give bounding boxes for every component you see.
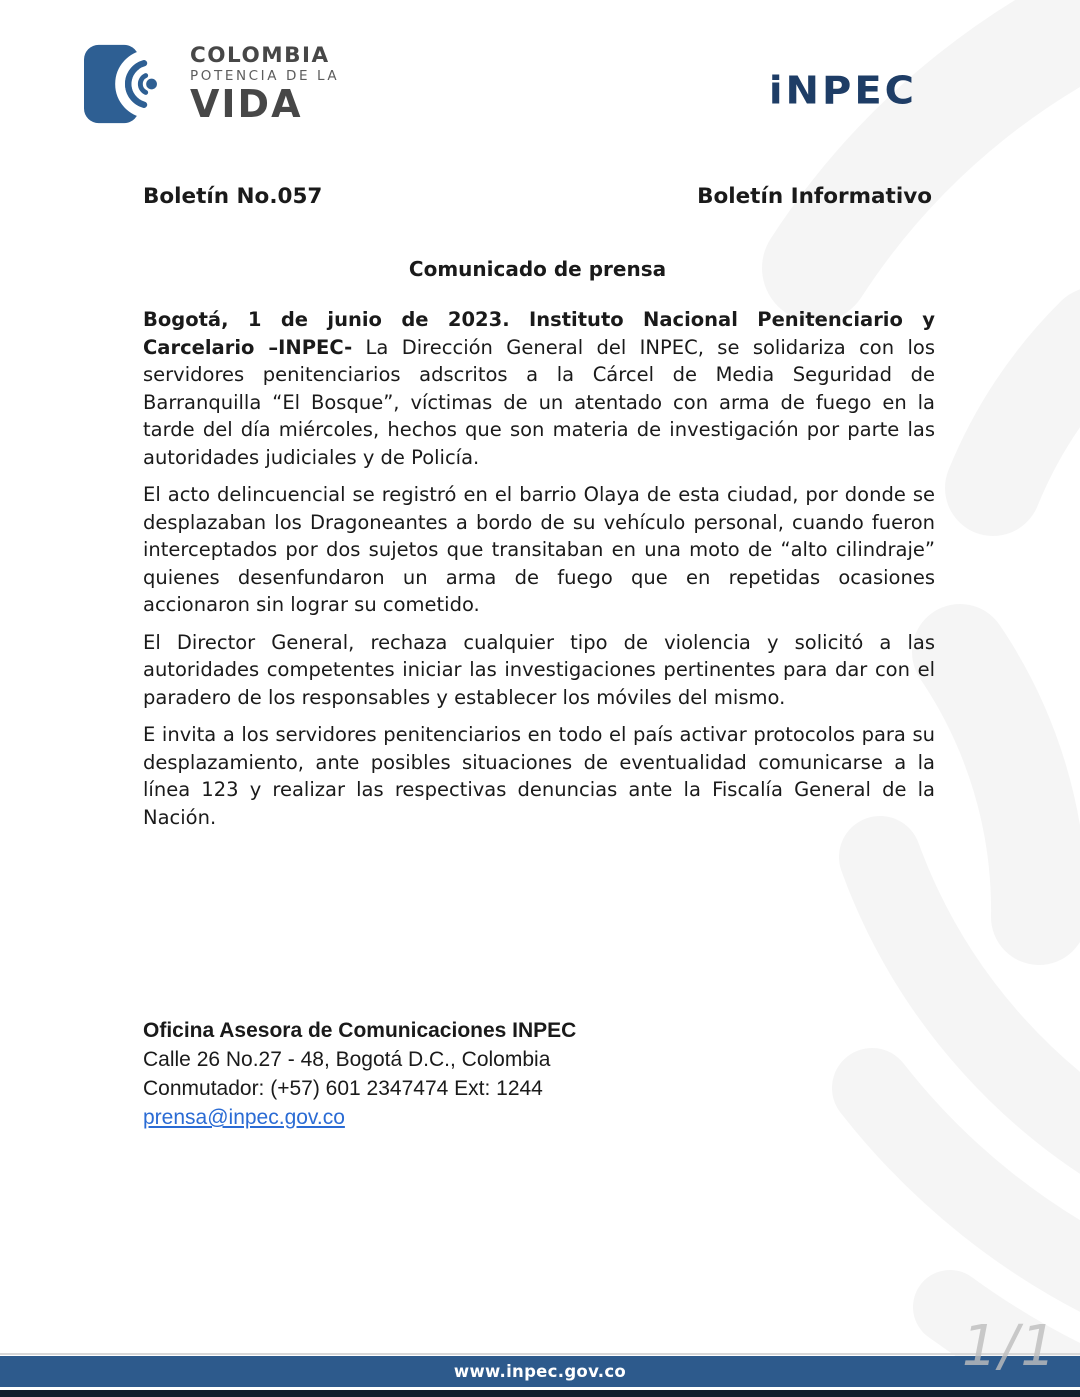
colombia-logo-line2: POTENCIA DE LA <box>190 67 340 84</box>
contact-address: Calle 26 No.27 - 48, Bogotá D.C., Colombia <box>143 1048 551 1071</box>
paragraph-4-text: E invita a los servidores penitenciarios en todo el país activar protocolos para su desplazamiento, ante posibles situaciones de eventualidad comunicarse a la línea 123 y realizar las respectivas denuncias ante la Fiscalía General de la Nación. <box>143 723 935 829</box>
paragraph-2-text: El acto delincuencial se registró en el barrio Olaya de esta ciudad, por donde se desplazaban los Dragoneantes a bordo de su vehículo personal, cuando fueron interceptados por dos sujetos que transitaban en una moto de “alto cilindraje” quienes desenfundaron un arma de fuego que en repetidas ocasiones accionaron sin lograr su cometido. <box>143 483 935 616</box>
contact-email-link[interactable]: prensa@inpec.gov.co <box>143 1106 345 1129</box>
colombia-logo-text <box>190 43 340 126</box>
paragraph-1-lead: Bogotá, 1 de junio de 2023. Instituto Nacional Penitenciario y Carcelario –INPEC- <box>143 308 935 359</box>
bulletin-header-row <box>143 184 932 209</box>
inpec-logo: iNPEC <box>768 69 917 113</box>
footer-hairline <box>0 1353 1080 1355</box>
contact-phone: Conmutador: (+57) 601 2347474 Ext: 1244 <box>143 1077 543 1100</box>
paragraph-1-text: La Dirección General del INPEC, se solidariza con los servidores penitenciarios adscritos a la Cárcel de Media Seguridad de Barranquilla “El Bosque”, víctimas de un atentado con arma de fuego en la tarde del día miércoles, hechos que son materia de investigación por parte las autoridades judiciales y de Policía. <box>143 335 935 469</box>
press-release-body <box>143 306 935 841</box>
colombia-logo-line3: VIDA <box>190 82 303 126</box>
bulletin-type: Boletín Informativo <box>697 184 932 209</box>
colombia-logo <box>84 42 339 126</box>
contact-block <box>143 1016 576 1132</box>
document-title: Comunicado de prensa <box>408 257 667 281</box>
paragraph-1 <box>143 306 935 471</box>
paragraph-3-text: El Director General, rechaza cualquier tipo de violencia y solicitó a las autoridades competentes iniciar las investigaciones pertinentes para dar con el paradero de los responsables y establecer los móviles del mismo. <box>143 630 935 709</box>
page-number: 1/1 <box>961 1314 1058 1379</box>
paragraph-3 <box>143 629 935 712</box>
paragraph-4 <box>143 721 935 831</box>
colombia-waves-icon <box>84 42 178 126</box>
bulletin-number: Boletín No.057 <box>143 184 323 209</box>
footer-bar <box>0 1356 1080 1387</box>
footer-website: www.inpec.gov.co <box>453 1362 627 1381</box>
footer-dark-strip <box>0 1390 1080 1397</box>
colombia-logo-line1: COLOMBIA <box>190 43 330 68</box>
paragraph-2 <box>143 481 935 619</box>
contact-office: Oficina Asesora de Comunicaciones INPEC <box>143 1019 577 1042</box>
